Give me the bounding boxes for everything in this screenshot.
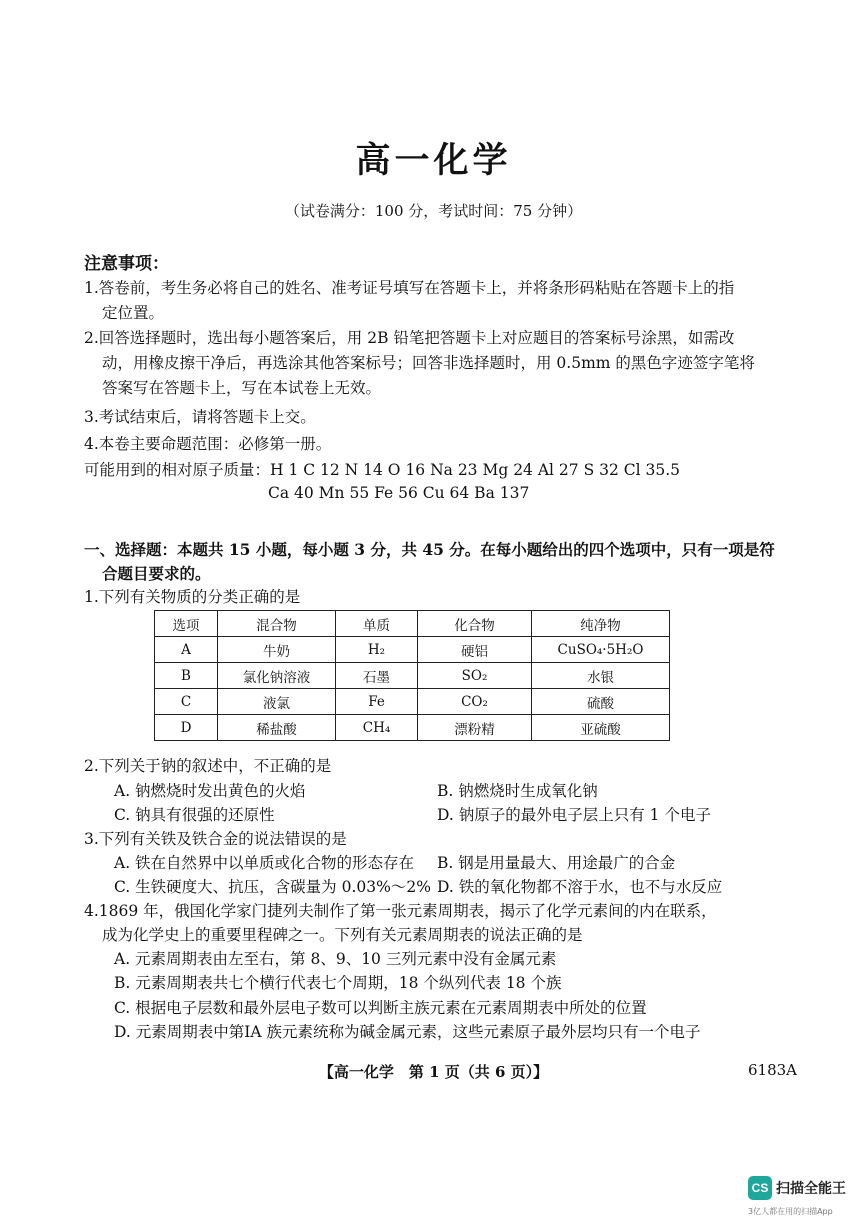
option-b: B. 钠燃烧时生成氧化钠: [437, 782, 598, 800]
notice-item: 3.考试结束后，请将答题卡上交。: [84, 408, 316, 426]
option-a: A. 元素周期表由左至右，第 8、9、10 三列元素中没有金属元素: [114, 950, 557, 968]
watermark-tagline: 3亿人都在用的扫描App: [748, 1207, 833, 1216]
table-cell: 漂粉精: [418, 715, 532, 741]
question-stem: 4.1869 年，俄国化学家门捷列夫制作了第一张元素周期表，揭示了化学元素间的内在联系，: [84, 902, 717, 920]
table-row: [155, 663, 670, 689]
table-row: [155, 637, 670, 663]
table-cell: 水银: [532, 663, 670, 689]
question-stem: 1.下列有关物质的分类正确的是: [84, 588, 301, 606]
table-cell: SO₂: [418, 663, 532, 689]
question-stem: 3.下列有关铁及铁合金的说法错误的是: [84, 830, 347, 848]
table-cell: 亚硫酸: [532, 715, 670, 741]
option-d: D. 钠原子的最外电子层上只有 1 个电子: [437, 806, 711, 824]
table-cell: 稀盐酸: [218, 715, 336, 741]
page-footer: 【高一化学 第 1 页（共 6 页）】: [318, 1063, 549, 1081]
table-cell: 硫酸: [532, 689, 670, 715]
notice-item: 动，用橡皮擦干净后，再选涂其他答案标号；回答非选择题时，用 0.5mm 的黑色字迹签字笔将: [102, 354, 755, 372]
table-cell: CH₄: [336, 715, 418, 741]
atomic-mass-line: 可能用到的相对原子质量：H 1 C 12 N 14 O 16 Na 23 Mg 24 Al 27 S 32 Cl 35.5: [84, 461, 681, 479]
option-b: B. 钢是用量最大、用途最广的合金: [437, 854, 676, 872]
table-row: [155, 689, 670, 715]
question-stem: 成为化学史上的重要里程碑之一。下列有关元素周期表的说法正确的是: [102, 926, 583, 944]
table-cell: D: [155, 715, 218, 741]
table-cell: 液氯: [218, 689, 336, 715]
notice-item: 定位置。: [102, 304, 165, 322]
option-a: A. 铁在自然界中以单质或化合物的形态存在: [114, 854, 415, 872]
option-a: A. 钠燃烧时发出黄色的火焰: [114, 782, 306, 800]
table-row: [155, 715, 670, 741]
table-cell: A: [155, 637, 218, 663]
table-cell: 牛奶: [218, 637, 336, 663]
section-heading: 一、选择题：本题共 15 小题，每小题 3 分，共 45 分。在每小题给出的四个选项中，只有一项是符: [84, 540, 775, 559]
table-cell: 石墨: [336, 663, 418, 689]
camscanner-logo-icon: CS: [748, 1176, 772, 1200]
page-title: 高一化学: [355, 140, 512, 181]
table-cell: H₂: [336, 637, 418, 663]
classification-table: [154, 610, 670, 741]
notice-heading: 注意事项：: [84, 254, 169, 274]
option-d: D. 元素周期表中第ⅠA 族元素统称为碱金属元素，这些元素原子最外层均只有一个电子: [114, 1023, 701, 1041]
exam-info: （试卷满分：100 分，考试时间：75 分钟）: [284, 202, 583, 220]
table-cell: B: [155, 663, 218, 689]
table-header-cell: 纯净物: [532, 611, 670, 637]
option-c: C. 生铁硬度大、抗压，含碳量为 0.03%～2%: [114, 878, 431, 896]
table-cell: Fe: [336, 689, 418, 715]
notice-item: 1.答卷前，考生务必将自己的姓名、准考证号填写在答题卡上，并将条形码粘贴在答题卡上的指: [84, 279, 735, 297]
notice-item: 答案写在答题卡上，写在本试卷上无效。: [102, 379, 382, 397]
paper-code: 6183A: [748, 1061, 798, 1079]
table-header-cell: 混合物: [218, 611, 336, 637]
atomic-mass-line: Ca 40 Mn 55 Fe 56 Cu 64 Ba 137: [268, 484, 530, 502]
option-c: C. 根据电子层数和最外层电子数可以判断主族元素在元素周期表中所处的位置: [114, 999, 647, 1017]
table-header-row: [155, 611, 670, 637]
table-cell: CO₂: [418, 689, 532, 715]
table-header-cell: 化合物: [418, 611, 532, 637]
watermark-name: 扫描全能王: [776, 1181, 846, 1197]
option-b: B. 元素周期表共七个横行代表七个周期，18 个纵列代表 18 个族: [114, 974, 562, 992]
option-d: D. 铁的氧化物都不溶于水，也不与水反应: [437, 878, 723, 896]
table-header-cell: 选项: [155, 611, 218, 637]
section-heading: 合题目要求的。: [102, 564, 211, 583]
question-stem: 2.下列关于钠的叙述中，不正确的是: [84, 757, 332, 775]
table-header-cell: 单质: [336, 611, 418, 637]
option-c: C. 钠具有很强的还原性: [114, 806, 275, 824]
notice-item: 4.本卷主要命题范围：必修第一册。: [84, 435, 332, 453]
table-cell: 氯化钠溶液: [218, 663, 336, 689]
table-cell: CuSO₄·5H₂O: [532, 637, 670, 663]
table-cell: 硬铝: [418, 637, 532, 663]
scanner-watermark: [748, 1176, 863, 1222]
notice-item: 2.回答选择题时，选出每小题答案后，用 2B 铅笔把答题卡上对应题目的答案标号涂黑，如需改: [84, 329, 735, 347]
table-cell: C: [155, 689, 218, 715]
